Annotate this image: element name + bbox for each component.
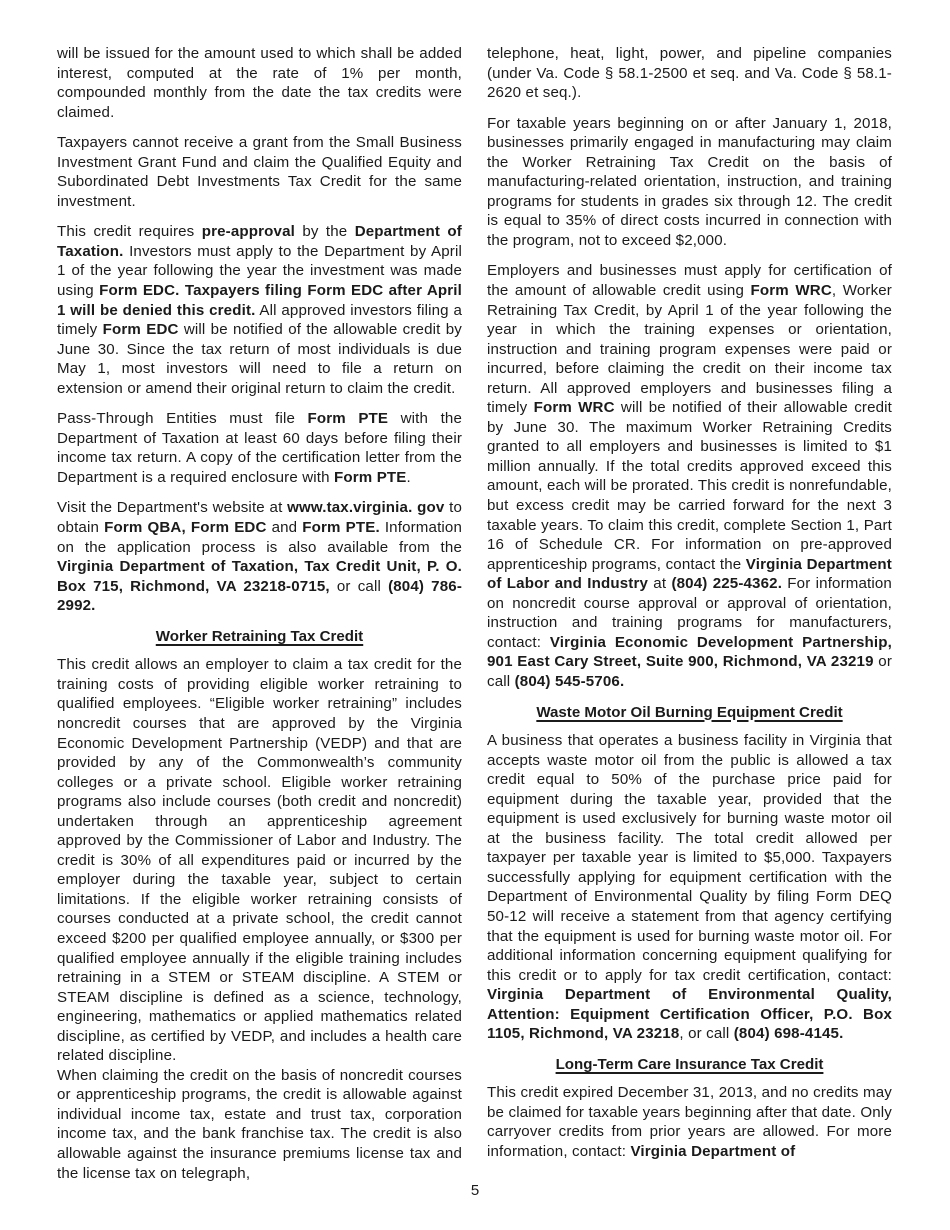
paragraph-department-website-contact: Visit the Department's website at www.tax.virginia. gov to obtain Form QBA, Form EDC and Form PTE. Information on the application process is also available from the Virginia Department of Taxation, Tax Credit Unit, P. O. Box 715, Richmond, VA 23218-0715, or call (804) 786-2992. xyxy=(57,499,463,615)
paragraph-worker-retraining-overview: This credit allows an employer to claim a tax credit for the training costs of providing eligible worker retraining to qualified employees. “Eligible worker retraining” includes noncredit courses that are approved by the Virginia Economic Development Partnership (VEDP) and that are provided by any of the Commonwealth’s community colleges or a private school. Eligible worker retraining programs also include courses (both credit and noncredit) undertaken through an apprenticeship agreement approved by the Commissioner of Labor and Industry. The credit is 30% of all expenditures paid or incurred by the employer during the taxable year, subject to certain limitations. If the eligible worker retraining consists of courses conducted at a private school, the credit cannot exceed $200 per qualified employee annually, or $300 per qualified employee annually if the eligible training includes retraining in a STEM or STEAM discipline. A STEM or STEAM discipline is defined as a science, technology, engineering, mathematics or applied mathematics related discipline, as certified by VEDP, and includes a health care related discipline. xyxy=(57,656,462,1065)
paragraph-pass-through-entities-form-pte: Pass-Through Entities must file Form PTE with the Department of Taxation at least 60 days before filing their income tax return. A copy of the certification letter from the Department is a required enclosure with Form PTE. xyxy=(57,410,463,486)
left-column xyxy=(57,44,462,1194)
heading-waste-motor-oil-burning-equipment-credit: Waste Motor Oil Burning Equipment Credit xyxy=(536,703,843,721)
paragraph-credit-issuance-interest: will be issued for the amount used to which shall be added interest, computed at the rate of 1% per month, compounded monthly from the date the tax credits were claimed. xyxy=(57,45,462,121)
paragraph-form-wrc-certification: Employers and businesses must apply for certification of the amount of allowable credit using Form WRC, Worker Retraining Tax Credit, by April 1 of the year following the year in which the training expenses or orientation, instruction and training program expenses were paid or incurred, before claiming the credit on their income tax return. All approved employers and businesses filing a timely Form WRC will be notified of their allowable credit by June 30. The maximum Worker Retraining Credits granted to all employers and businesses is limited to $1 million annually. If the total credits approved exceed this amount, each will be prorated. This credit is nonrefundable, but excess credit may be carried forward for the next 3 taxable years. To claim this credit, complete Section 1, Part 16 of Schedule CR. For information on pre-approved apprenticeship programs, contact the Virginia Department of Labor and Industry at (804) 225-4362. For information on noncredit course approval or approval of orientation, instruction and training programs for manufacturers, contact: Virginia Economic Development Partnership, 901 East Cary Street, Suite 900, Richmond, VA 23219 or call (804) 545-5706. xyxy=(487,262,893,690)
paragraph-long-term-care-expired: This credit expired December 31, 2013, and no credits may be claimed for taxable years beginning after that date. Only carryover credits from prior years are allowed. For more information, contact: Virginia Department of xyxy=(487,1084,892,1160)
paragraph-waste-motor-oil-credit-details: A business that operates a business facility in Virginia that accepts waste motor oil from the public is allowed a tax credit equal to 50% of the purchase price paid for equipment during the taxable year, provided that the equipment is used exclusively for burning waste motor oil at the business facility. The total credit allowed per taxpayer per taxable year is limited to $5,000. Taxpayers successfully applying for equipment certification with the Department of Environmental Quality by filing Form DEQ 50-12 will receive a statement from that agency certifying that the equipment is used for burning waste motor oil. For additional information concerning equipment qualifying for this credit or to apply for tax credit certification, contact: Virginia Department of Environmental Quality, Attention: Equipment Certification Officer, P.O. Box 1105, Richmond, VA 23218, or call (804) 698-4145. xyxy=(487,732,892,1043)
right-column xyxy=(487,44,892,1194)
paragraph-pre-approval-form-edc: This credit requires pre-approval by the Department of Taxation. Investors must apply to the Department by April 1 of the year following the year the investment was made using Form EDC. Taxpayers filing Form EDC after April 1 will be denied this credit. All approved investors filing a timely Form EDC will be notified of the allowable credit by June 30. Since the tax return of most individuals is due May 1, most investors will need to file a return on extension or amend their original return to claim the credit. xyxy=(57,223,463,397)
paragraph-noncredit-apprenticeship-allowable-taxes: When claiming the credit on the basis of noncredit courses or apprenticeship programs, the credit is allowable against individual income tax, estate and trust tax, corporation income tax, and the bank franchise tax. The credit is also allowable against the insurance premiums license tax and the license tax on telegraph, xyxy=(57,1066,462,1182)
two-column-body xyxy=(57,44,893,1194)
heading-long-term-care-insurance-tax-credit: Long-Term Care Insurance Tax Credit xyxy=(555,1055,824,1073)
heading-worker-retraining-tax-credit: Worker Retraining Tax Credit xyxy=(155,627,364,645)
page-number: 5 xyxy=(470,1182,480,1199)
paragraph-utility-companies-va-code: telephone, heat, light, power, and pipeline companies (under Va. Code § 58.1-2500 et seq. and Va. Code § 58.1-2620 et seq.). xyxy=(487,45,892,102)
paragraph-small-business-investment-grant-fund: Taxpayers cannot receive a grant from the Small Business Investment Grant Fund and claim the Qualified Equity and Subordinated Debt Investments Tax Credit for the same investment. xyxy=(57,134,462,210)
paragraph-manufacturing-2018-credit: For taxable years beginning on or after January 1, 2018, businesses primarily engaged in manufacturing may claim the Worker Retraining Tax Credit on the basis of manufacturing-related orientation, instruction, and training programs for students in grades six through 12. The credit is equal to 35% of direct costs incurred in connection with the program, not to exceed $2,000. xyxy=(487,114,892,249)
